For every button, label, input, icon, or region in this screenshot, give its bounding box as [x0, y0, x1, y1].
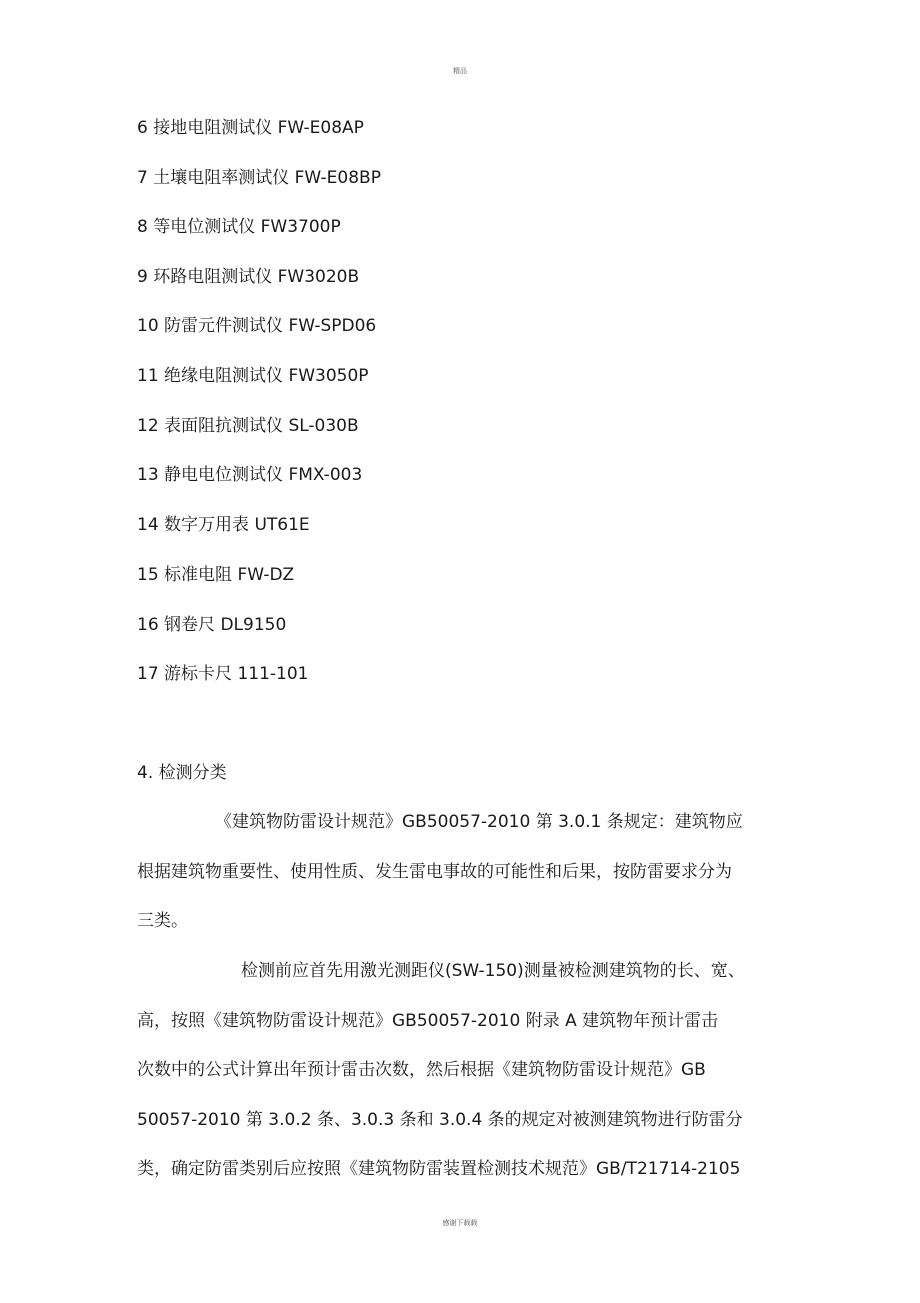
- paragraph-1-line-3: 三类。: [137, 911, 188, 931]
- paragraph-1-line-2: 根据建筑物重要性、使用性质、发生雷电事故的可能性和后果，按防雷要求分为: [137, 862, 732, 882]
- list-item-equipment-16: 16 钢卷尺 DL9150: [137, 615, 287, 635]
- list-item-equipment-8: 8 等电位测试仪 FW3700P: [137, 217, 341, 237]
- list-item-equipment-13: 13 静电电位测试仪 FMX-003: [137, 465, 363, 485]
- list-item-equipment-9: 9 环路电阻测试仪 FW3020B: [137, 267, 360, 287]
- paragraph-2-line-1: 检测前应首先用激光测距仪(SW-150)测量被检测建筑物的长、宽、: [241, 961, 745, 981]
- list-item-equipment-15: 15 标准电阻 FW-DZ: [137, 565, 295, 585]
- section-title: 4. 检测分类: [137, 763, 227, 783]
- list-item-equipment-17: 17 游标卡尺 111-101: [137, 664, 309, 684]
- footer-watermark: 感谢下载载: [442, 1219, 478, 1227]
- header-watermark: 精品: [453, 67, 467, 75]
- paragraph-1-line-1: 《建筑物防雷设计规范》GB50057-2010 第 3.0.1 条规定：建筑物应: [215, 812, 743, 832]
- list-item-equipment-7: 7 土壤电阻率测试仪 FW-E08BP: [137, 168, 381, 188]
- list-item-equipment-12: 12 表面阻抗测试仪 SL-030B: [137, 416, 359, 436]
- paragraph-2-line-4: 50057-2010 第 3.0.2 条、3.0.3 条和 3.0.4 条的规定对被测建筑物进行防雷分: [137, 1110, 743, 1130]
- paragraph-2-line-3: 次数中的公式计算出年预计雷击次数，然后根据《建筑物防雷设计规范》GB: [137, 1060, 706, 1080]
- list-item-equipment-11: 11 绝缘电阻测试仪 FW3050P: [137, 366, 369, 386]
- list-item-equipment-10: 10 防雷元件测试仪 FW-SPD06: [137, 316, 377, 336]
- list-item-equipment-14: 14 数字万用表 UT61E: [137, 515, 310, 535]
- list-item-equipment-6: 6 接地电阻测试仪 FW-E08AP: [137, 118, 364, 138]
- paragraph-2-line-2: 高，按照《建筑物防雷设计规范》GB50057-2010 附录 A 建筑物年预计雷击: [137, 1011, 719, 1031]
- paragraph-2-line-5: 类，确定防雷类别后应按照《建筑物防雷装置检测技术规范》GB/T21714-2105: [137, 1159, 741, 1179]
